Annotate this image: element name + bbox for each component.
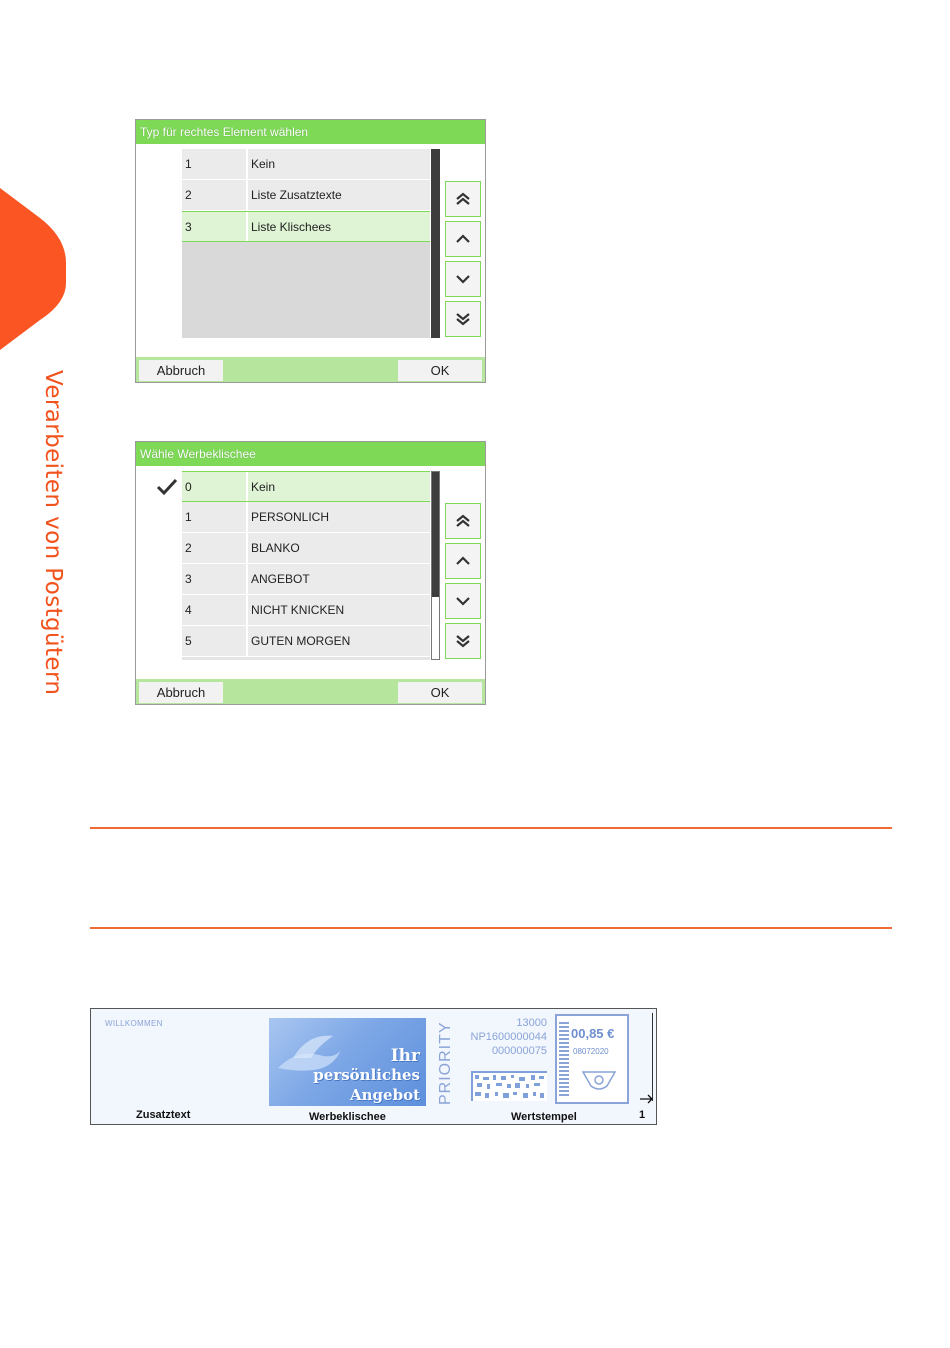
screen-footer <box>136 357 485 382</box>
item-number: 5 <box>182 626 248 656</box>
device-screen-element-type <box>135 119 486 383</box>
divider-top <box>90 827 892 829</box>
item-label: Liste Zusatztexte <box>251 188 342 202</box>
page-down-button[interactable] <box>445 301 481 337</box>
list-item-selected[interactable] <box>182 211 430 242</box>
franking-imprint <box>90 1008 657 1125</box>
double-chevron-down-icon <box>454 310 472 328</box>
double-chevron-up-icon <box>454 190 472 208</box>
cliche-line-1: Ihr <box>390 1046 420 1066</box>
screen-footer <box>136 679 485 704</box>
wertstempel-label: Wertstempel <box>511 1111 577 1123</box>
divider-bottom <box>90 927 892 929</box>
item-label: GUTEN MORGEN <box>251 634 351 648</box>
list-item[interactable] <box>182 626 430 657</box>
priority-label: PRIORITY <box>437 1021 454 1105</box>
item-number: 2 <box>182 533 248 563</box>
list-item[interactable] <box>182 564 430 595</box>
postage-value: 00,85 € <box>571 1026 615 1041</box>
list-item[interactable] <box>182 595 430 626</box>
chevron-down-icon <box>454 592 472 610</box>
stamp-barcode <box>559 1022 569 1098</box>
item-label: NICHT KNICKEN <box>251 603 345 617</box>
item-number: 1 <box>182 149 248 179</box>
code-line: 000000075 <box>491 1045 547 1057</box>
item-number: 4 <box>182 595 248 625</box>
postage-date: 08072020 <box>573 1047 609 1056</box>
page-down-button[interactable] <box>445 623 481 659</box>
item-label: BLANKO <box>251 541 300 555</box>
scroll-down-button[interactable] <box>445 583 481 619</box>
screen-header: Wähle Werbeklischee <box>136 442 485 466</box>
advertising-cliche <box>269 1018 426 1106</box>
chapter-tab <box>0 188 66 350</box>
ok-button[interactable]: OK <box>397 681 483 704</box>
item-number: 3 <box>182 564 248 594</box>
chevron-up-icon <box>454 230 472 248</box>
double-chevron-down-icon <box>454 632 472 650</box>
item-number: 1 <box>182 502 248 532</box>
scrollbar-thumb[interactable] <box>432 472 439 597</box>
zusatztext-label: Zusatztext <box>136 1109 191 1121</box>
item-label: Kein <box>251 157 276 171</box>
device-screen-select-cliche <box>135 441 486 705</box>
scroll-up-button[interactable] <box>445 543 481 579</box>
scroll-up-button[interactable] <box>445 221 481 257</box>
item-number: 0 <box>182 472 248 501</box>
chevron-up-icon <box>454 552 472 570</box>
margin-line <box>652 1013 653 1101</box>
item-label: Kein <box>251 480 276 494</box>
arrow-right-icon <box>639 1093 655 1105</box>
item-number: 3 <box>182 212 248 241</box>
ok-button[interactable]: OK <box>397 359 483 382</box>
datamatrix-code <box>471 1071 547 1101</box>
page-up-button[interactable] <box>445 181 481 217</box>
zusatztext-value: WILLKOMMEN <box>105 1019 163 1028</box>
scroll-down-button[interactable] <box>445 261 481 297</box>
double-chevron-up-icon <box>454 512 472 530</box>
item-label: PERSONLICH <box>251 510 330 524</box>
checkmark-icon <box>156 478 178 496</box>
screen-header: Typ für rechtes Element wählen <box>136 120 485 144</box>
option-list <box>182 149 430 338</box>
code-line: 13000 <box>516 1017 547 1029</box>
post-horn-icon <box>579 1066 619 1094</box>
item-label: Liste Klischees <box>251 220 332 234</box>
list-item[interactable] <box>182 149 430 180</box>
list-item[interactable] <box>182 533 430 564</box>
cliche-line-3: Angebot <box>350 1086 420 1104</box>
list-item[interactable] <box>182 502 430 533</box>
page-up-button[interactable] <box>445 503 481 539</box>
list-item[interactable] <box>182 180 430 211</box>
werbeklischee-label: Werbeklischee <box>309 1111 386 1123</box>
cliche-line-2: persönliches <box>313 1066 420 1084</box>
axis-number-label: 1 <box>639 1109 646 1121</box>
code-line: NP1600000044 <box>470 1031 547 1043</box>
imprint-codes <box>455 1016 547 1058</box>
value-stamp <box>555 1014 629 1104</box>
chevron-down-icon <box>454 270 472 288</box>
item-label: ANGEBOT <box>251 572 310 586</box>
scrollbar[interactable] <box>431 471 440 660</box>
cancel-button[interactable]: Abbruch <box>138 359 224 382</box>
item-number: 2 <box>182 180 248 210</box>
option-list <box>182 471 430 660</box>
list-item-selected[interactable] <box>182 471 430 502</box>
cancel-button[interactable]: Abbruch <box>138 681 224 704</box>
chapter-title: Verarbeiten von Postgütern <box>40 370 66 696</box>
scrollbar[interactable] <box>431 149 440 338</box>
